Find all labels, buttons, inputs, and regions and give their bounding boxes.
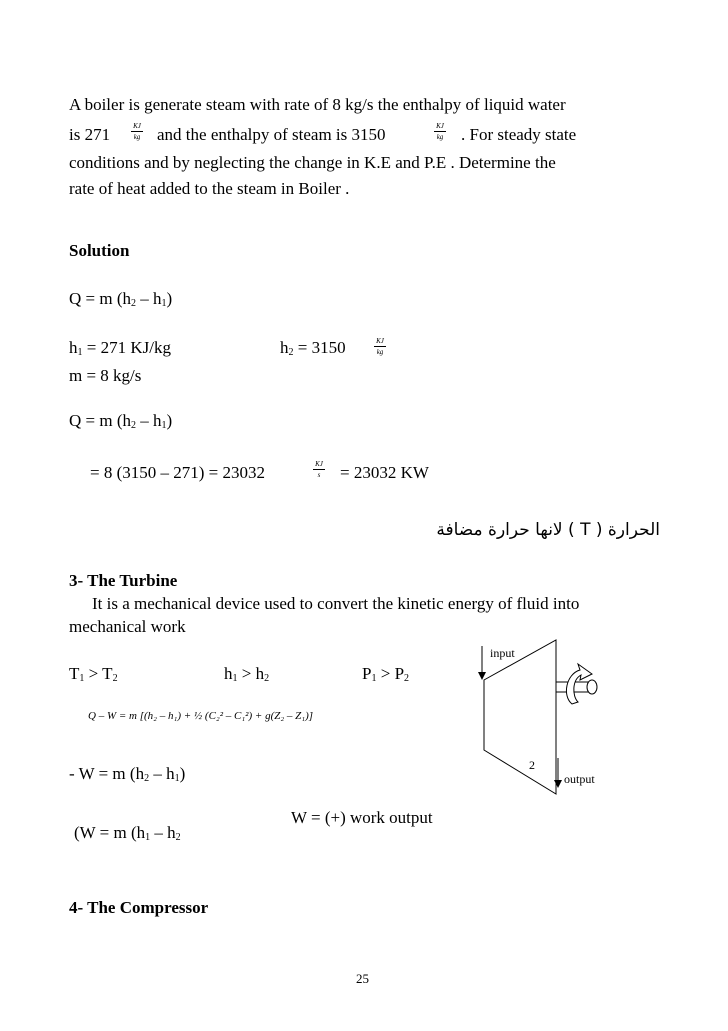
output-label: output [564,772,595,786]
problem-line-2c: . For steady state [461,125,577,144]
calculation-line: = 8 (3150 – 271) = 23032 [90,463,265,482]
turbine-body [484,640,556,794]
turbine-heading: 3- The Turbine [69,571,178,590]
work-equation-positive: (W = m ($h_1 - h_2$ [74,823,181,843]
unit-fraction-kj-s: KJ s [313,460,325,479]
h1-value: $h_1 = 271$ KJ/kg [69,338,171,358]
compressor-heading: 4- The Compressor [69,898,209,917]
calculation-result: = 23032 KW [340,463,429,482]
page-number: 25 [356,971,369,986]
solution-heading: Solution [69,241,130,260]
relation-pressure: $P_1 > P_2$ [362,664,410,684]
h2-value: $h_2 = 3150$ [280,338,346,358]
input-label: input [490,646,515,660]
work-equation: - W = m $(h_2 - h_1)$ [69,764,186,784]
problem-line-2a: is 271 [69,125,111,144]
unit-fraction-kj-kg-3: KJ kg [374,337,386,356]
mass-flow-value: m = 8 kg/s [69,366,142,385]
arabic-note: الحرارة ( T ) لانها حرارة مضافة [436,520,660,540]
problem-line-4: rate of heat added to the steam in Boiler . [69,179,350,198]
relation-enthalpy: $h_1 > h_2$ [224,664,270,684]
turbine-description-1: It is a mechanical device used to convert the kinetic energy of fluid into [92,594,580,613]
problem-line-1: A boiler is generate steam with rate of 8 kg/s the enthalpy of liquid water [69,95,566,114]
state-2-label: 2 [529,758,535,772]
energy-equation: Q – W = m [(h₂ – h₁) + ½ (C₂² – C₁²) + g(Z₂ – Z₁)] [88,710,314,722]
problem-line-3: conditions and by neglecting the change in K.E and P.E . Determine the [69,153,556,172]
work-sign-note: W = (+) work output [291,808,433,827]
unit-fraction-kj-kg-2: KJ kg [434,122,446,141]
inlet-arrowhead [478,672,486,680]
unit-fraction-kj-kg-1: KJ kg [131,122,143,141]
problem-line-2b: and the enthalpy of steam is 3150 [157,125,386,144]
equation-q-1: Q = m $(h_2 - h_1)$ [69,289,173,309]
relation-temperature: $T_1 > T_2$ [69,664,118,684]
equation-q-2: Q = m $(h_2 - h_1)$ [69,411,173,431]
shaft-end [587,680,597,694]
outlet-arrowhead [554,780,562,788]
turbine-description-2: mechanical work [69,617,186,636]
